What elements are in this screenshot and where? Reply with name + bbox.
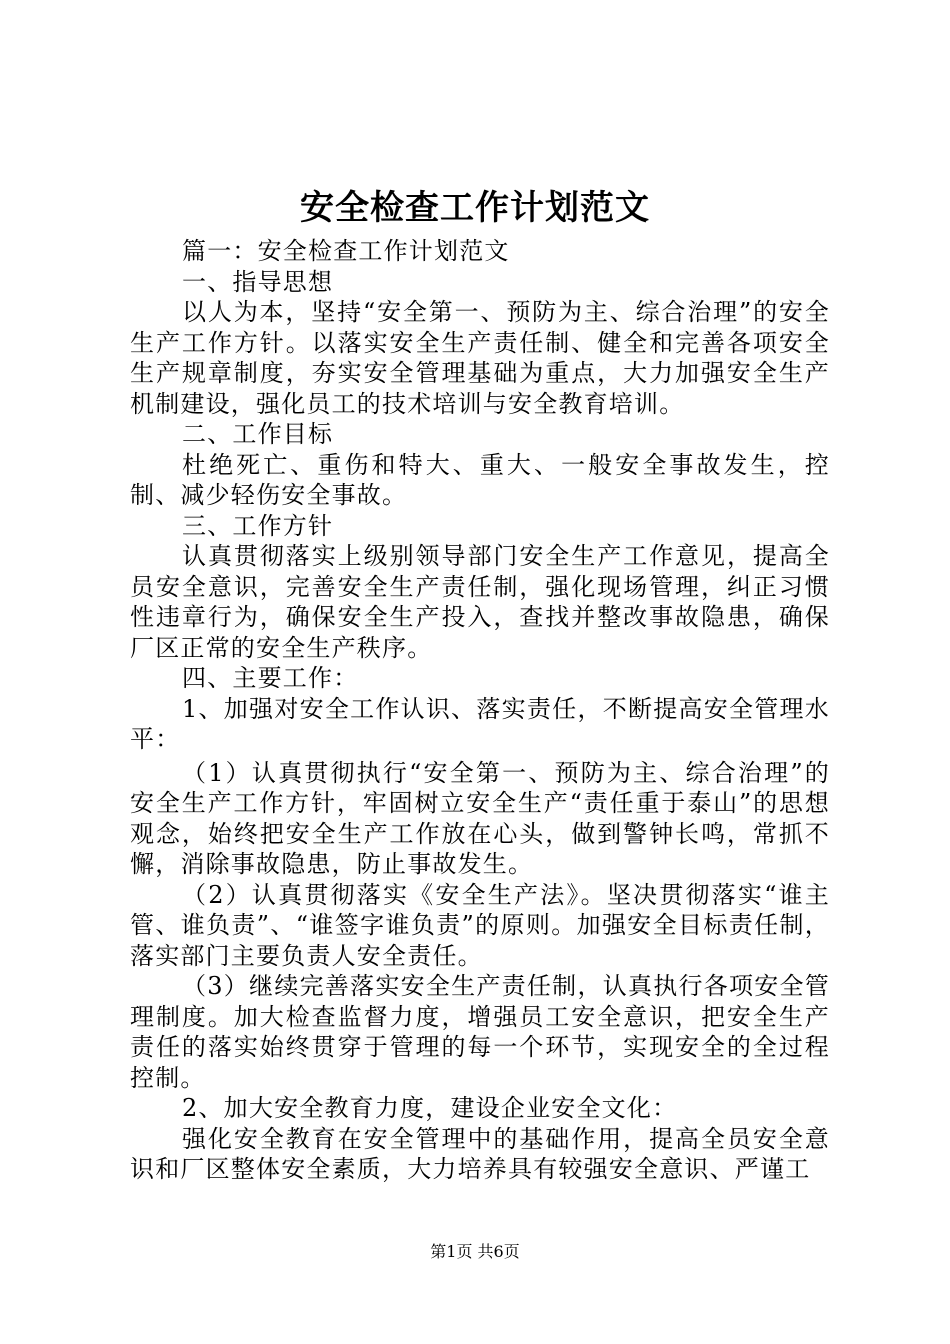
section-heading: 篇一：安全检查工作计划范文 [182, 237, 510, 265]
subheading-work-goals: 二、工作目标 [182, 420, 334, 448]
subheading-guiding-ideology: 一、指导思想 [182, 267, 334, 296]
document-title: 安全检查工作计划范文 [300, 188, 650, 228]
paragraph: 以人为本，坚持“安全第一、预防为主、综合治理”的安全生产工作方针。以落实安全生产责任制、健全和完善各项安全生产规章制度，夯实安全管理基础为重点，大力加强安全生产机制建设，强化员工的技术培训与安全教育培训。 [130, 298, 830, 418]
list-item: （3）继续完善落实安全生产责任制，认真执行各项安全管理制度。加大检查监督力度，增强员工安全意识，把安全生产责任的落实始终贯穿于管理的每一个环节，实现安全的全过程控制。 [130, 972, 830, 1092]
subheading-main-work: 四、主要工作： [182, 664, 359, 692]
paragraph: 认真贯彻落实上级别领导部门安全生产工作意见，提高全员安全意识，完善安全生产责任制，强化现场管理，纠正习惯性违章行为，确保安全生产投入，查找并整改事故隐患，确保厂区正常的安全生产秩序。 [130, 542, 830, 662]
page-footer: 第1页 共6页 [430, 1242, 520, 1261]
document-body [130, 236, 830, 1185]
paragraph: 杜绝死亡、重伤和特大、重大、一般安全事故发生，控制、减少轻伤安全事故。 [130, 450, 830, 509]
list-item: 2、加大安全教育力度，建设企业安全文化： [182, 1094, 678, 1122]
subheading-work-policy: 三、工作方针 [182, 511, 334, 540]
list-item: （1）认真贯彻执行“安全第一、预防为主、综合治理”的安全生产工作方针，牢固树立安全生产“责任重于泰山”的思想观念，始终把安全生产工作放在心头，做到警钟长鸣，常抓不懈，消除事故隐患，防止事故发生。 [130, 758, 830, 878]
list-item: （2）认真贯彻落实《安全生产法》。坚决贯彻落实“谁主管、谁负责”、“谁签字谁负责”的原则。加强安全目标责任制，落实部门主要负责人安全责任。 [130, 880, 830, 970]
list-item: 1、加强对安全工作认识、落实责任，不断提高安全管理水平： [130, 694, 830, 753]
paragraph: 强化安全教育在安全管理中的基础作用，提高全员安全意识和厂区整体安全素质，大力培养具有较强安全意识、严谨工 [130, 1124, 830, 1183]
